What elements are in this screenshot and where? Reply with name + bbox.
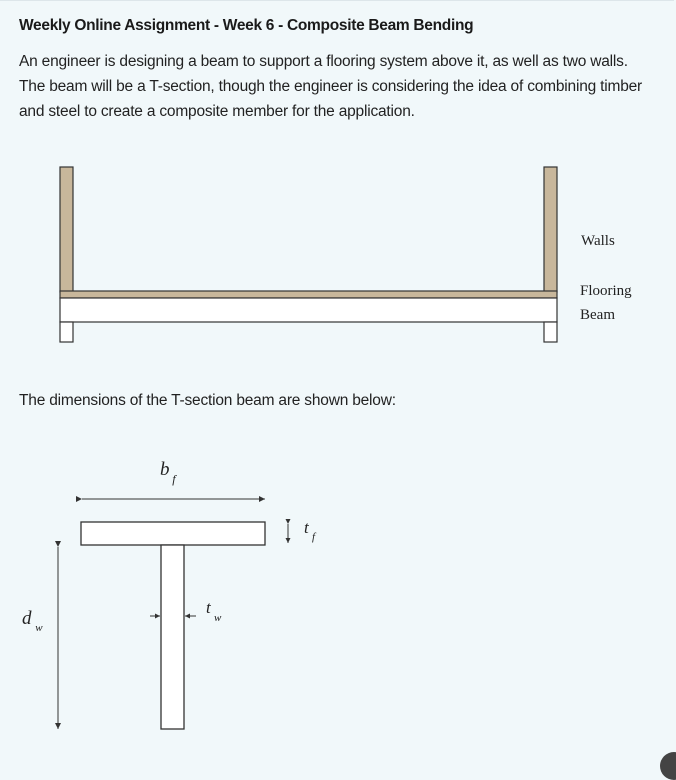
t-section-diagram [0, 441, 400, 741]
dw-label [22, 608, 43, 634]
right-wall [544, 167, 557, 292]
tw-label [206, 598, 222, 624]
left-support [60, 322, 73, 342]
tf-label [304, 518, 317, 543]
bf-label-main: b [160, 459, 170, 480]
bf-label-sub: f [172, 472, 176, 486]
tf-label-main: t [304, 518, 309, 537]
beam-body [60, 298, 557, 322]
walls-label: Walls [581, 233, 615, 249]
corner-handle [660, 752, 676, 780]
beam-walls-diagram [0, 1, 676, 381]
tw-label-main: t [206, 598, 211, 617]
intro-paragraph: An engineer is designing a beam to support a flooring system above it, as well as two walls. The beam will be a T-section, though the engineer is considering the idea of combining timber and steel to create a composite member for the application. [19, 53, 643, 120]
bf-label [160, 459, 177, 486]
tw-label-sub: w [213, 612, 222, 624]
dimensions-intro: The dimensions of the T-section beam are shown below: [19, 392, 396, 409]
beam-label: Beam [580, 307, 615, 323]
dw-label-main: d [22, 608, 32, 629]
t-web [161, 545, 184, 729]
tf-label-sub: f [311, 531, 316, 543]
flooring-label: Flooring [580, 283, 632, 299]
page-title: Weekly Online Assignment - Week 6 - Composite Beam Bending [19, 17, 474, 34]
t-flange [81, 522, 265, 545]
left-wall [60, 167, 73, 292]
flooring-layer [60, 291, 557, 298]
dw-label-sub: w [35, 622, 43, 634]
right-support [544, 322, 557, 342]
